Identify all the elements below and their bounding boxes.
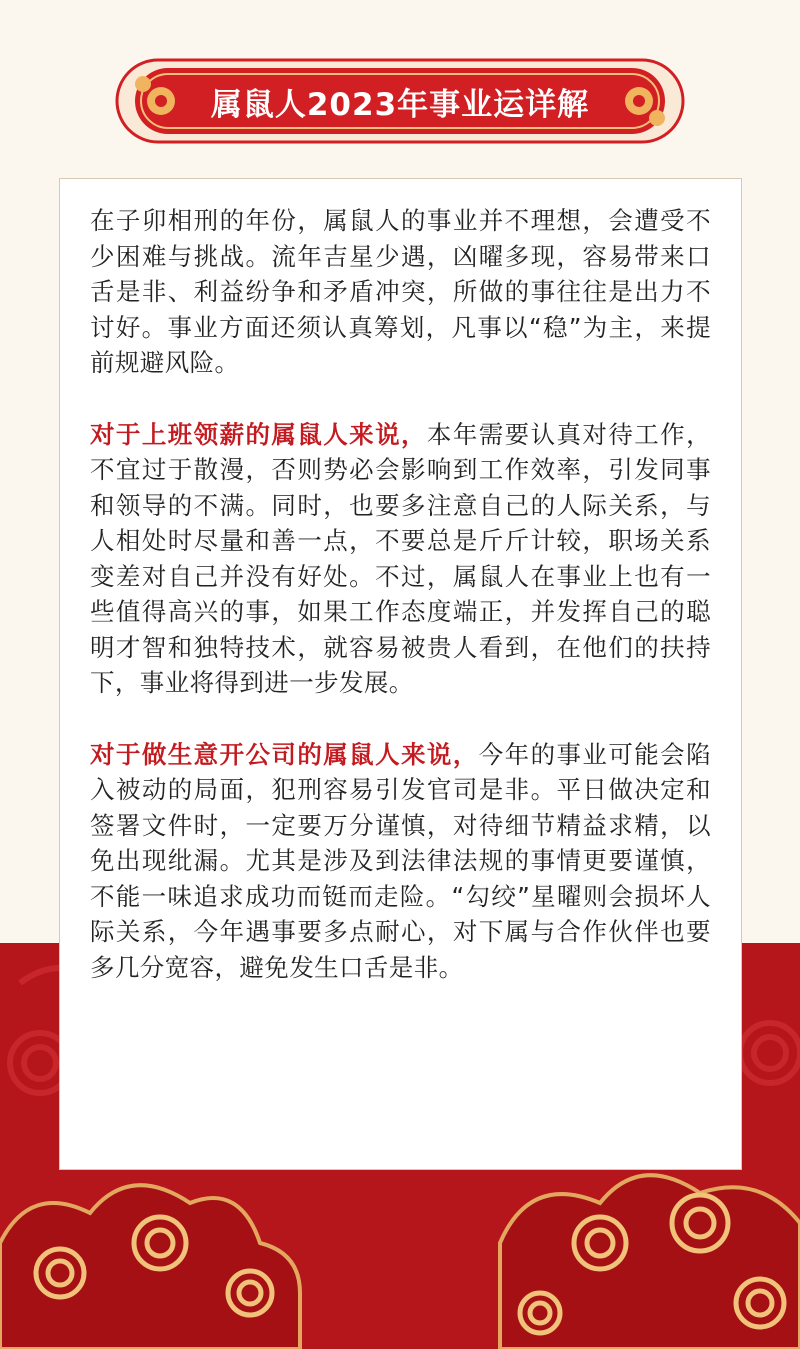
paragraph-lead: 对于做生意开公司的属鼠人来说， — [90, 739, 479, 769]
title-banner — [113, 56, 687, 146]
paragraph-lead: 对于上班领薪的属鼠人来说， — [90, 419, 427, 449]
paragraph-employees — [90, 417, 711, 701]
paragraph-intro — [90, 203, 711, 381]
article-card — [59, 178, 742, 1170]
paragraph-text: 今年的事业可能会陷入被动的局面，犯刑容易引发官司是非。平日做决定和签署文件时，一定要万分谨慎，对待细节精益求精，以免出现纰漏。尤其是涉及到法律法规的事情更要谨慎，不能一味追求成功而铤而走险。“勾绞”星曜则会损坏人际关系，今年遇事要多点耐心，对下属与合作伙伴也要多几分宽容，避免发生口舌是非。 — [90, 739, 712, 982]
paragraph-text: 在子卯相刑的年份，属鼠人的事业并不理想，会遭受不少困难与挑战。流年吉星少遇，凶曜多现，容易带来口舌是非、利益纷争和矛盾冲突，所做的事往往是出力不讨好。事业方面还须认真筹划，凡事以“稳”为主，来提前规避风险。 — [90, 206, 711, 377]
paragraph-business — [90, 737, 711, 986]
page-title: 属鼠人2023年事业运详解 — [210, 86, 590, 123]
paragraph-text: 本年需要认真对待工作，不宜过于散漫，否则势必会影响到工作效率，引发同事和领导的不满。同时，也要多注意自己的人际关系，与人相处时尽量和善一点，不要总是斤斤计较，职场关系变差对自己并没有好处。不过，属鼠人在事业上也有一些值得高兴的事，如果工作态度端正，并发挥自己的聪明才智和独特技术，就容易被贵人看到，在他们的扶持下，事业将得到进一步发展。 — [90, 419, 711, 697]
